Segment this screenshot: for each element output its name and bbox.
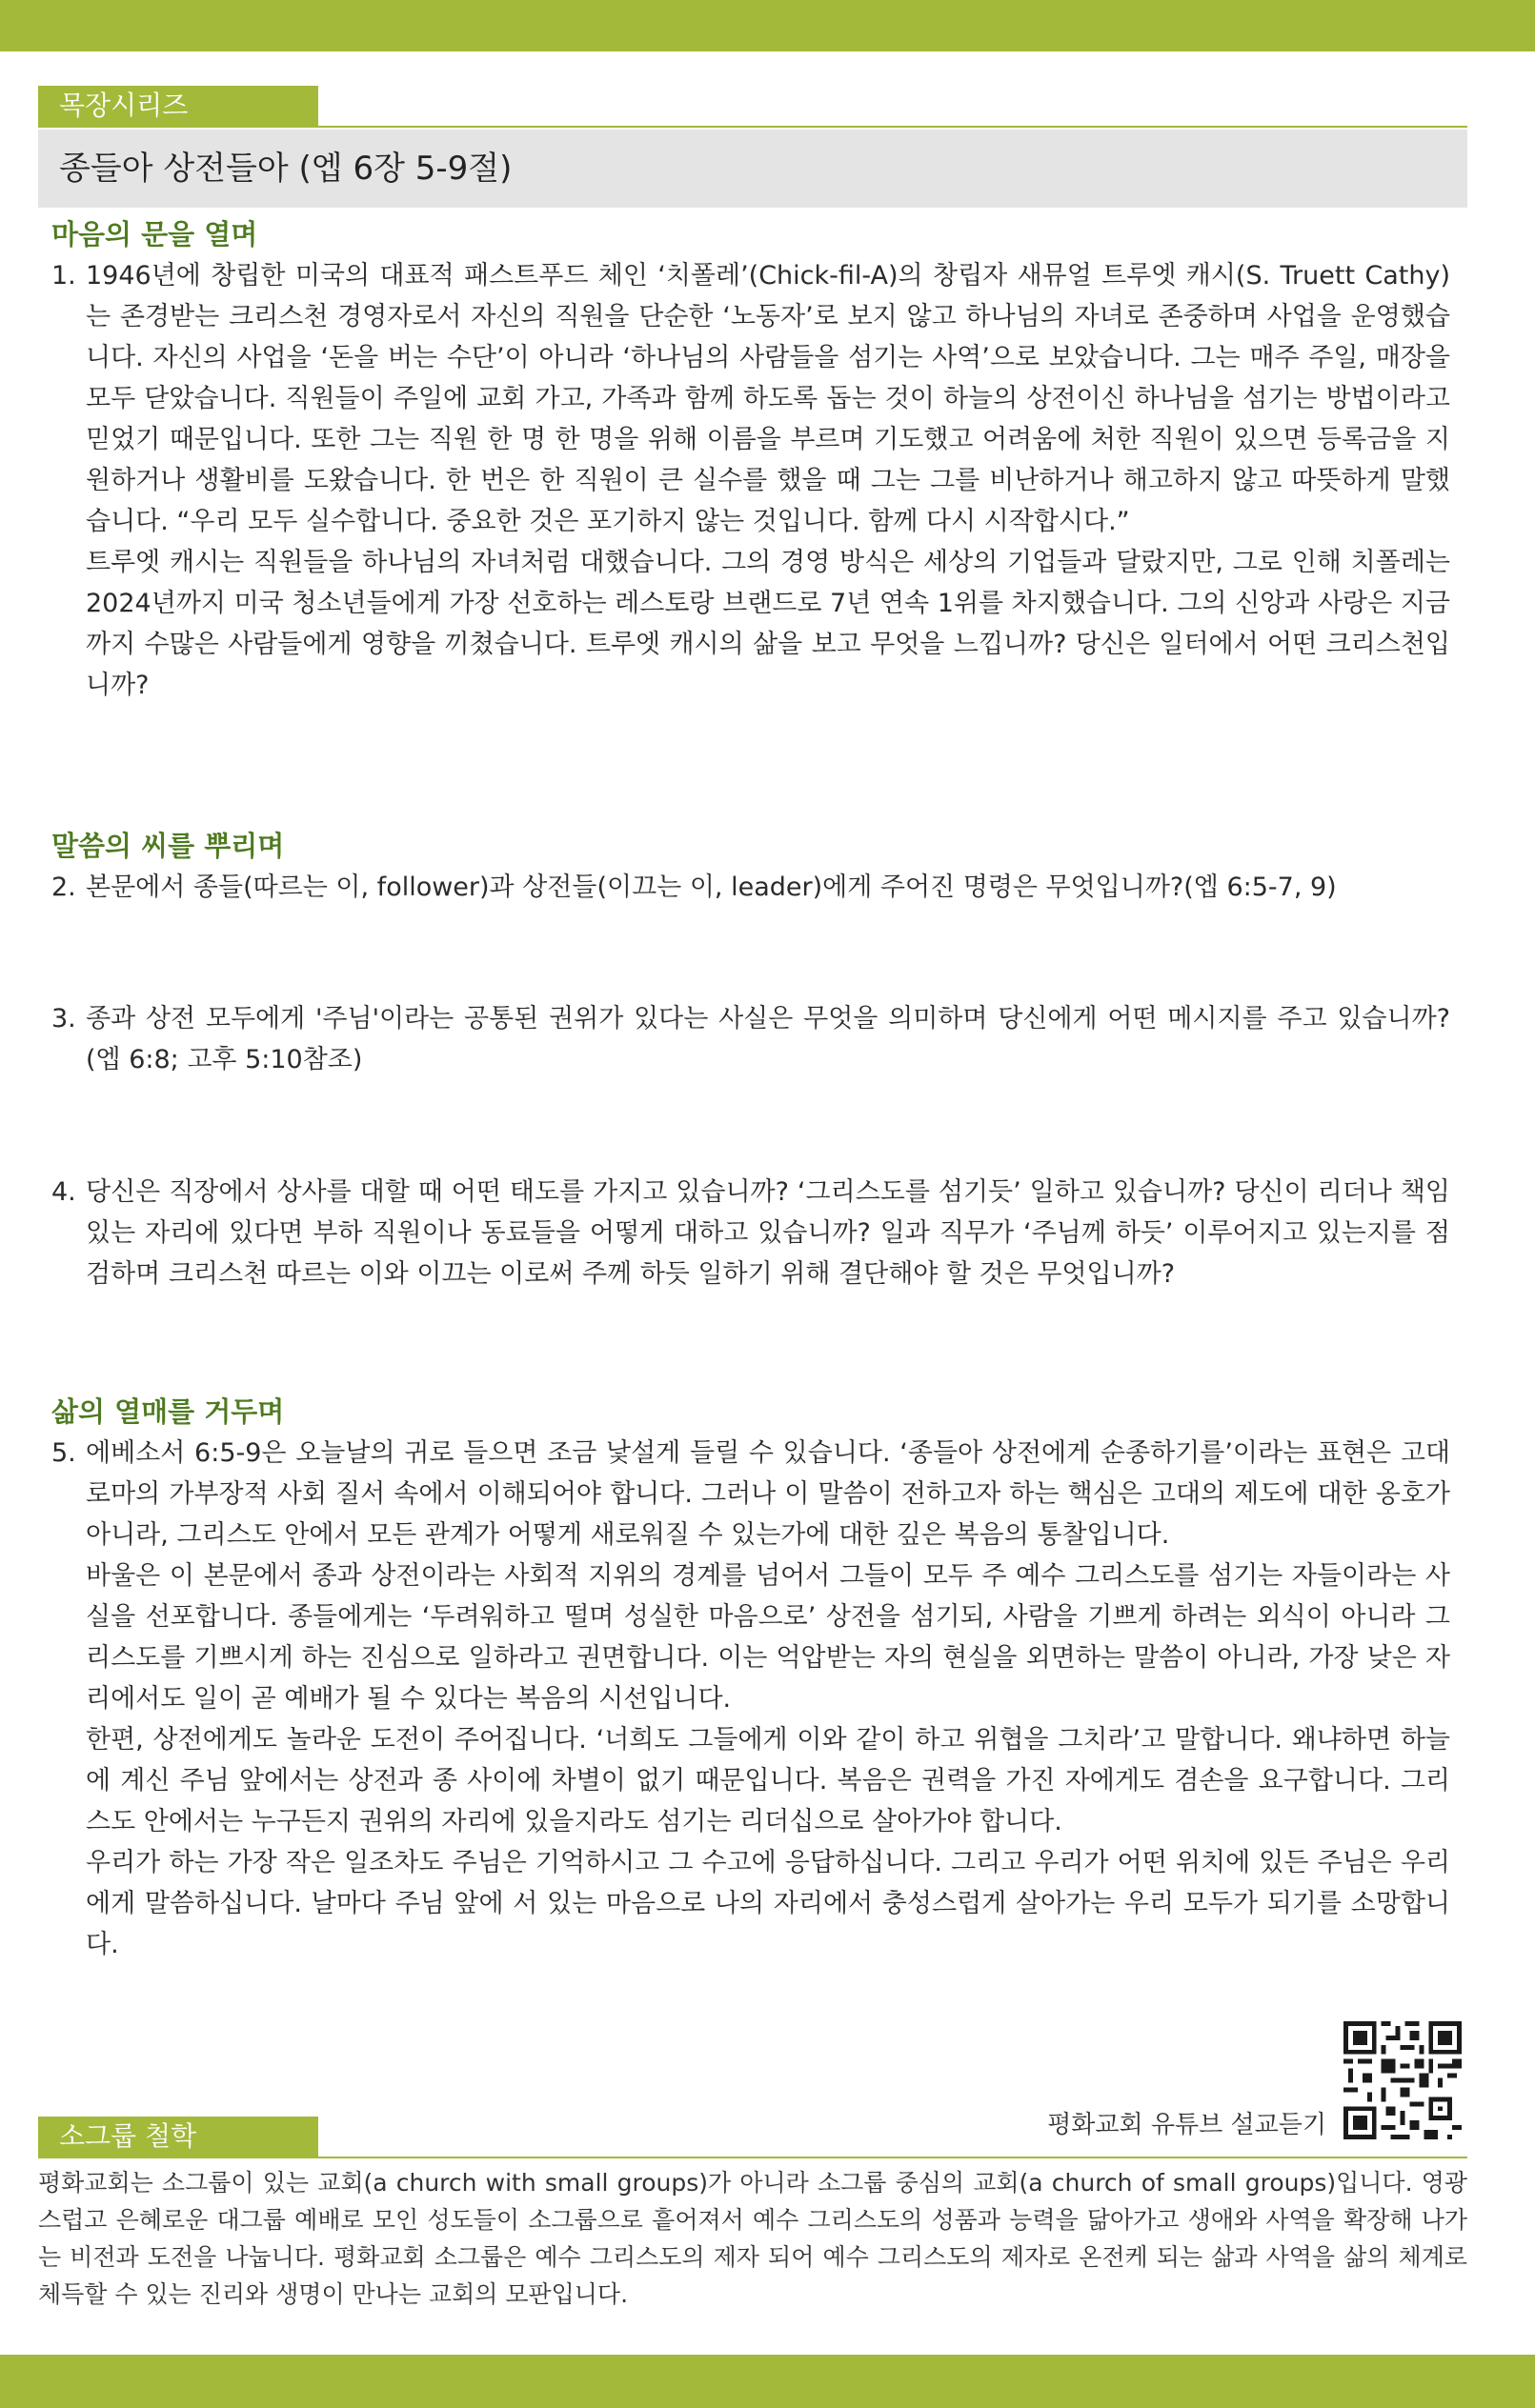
section-heading-sow-word: 말씀의 씨를 뿌리며 [51, 830, 285, 862]
question-2 [51, 867, 1450, 908]
qr-code-icon[interactable] [1343, 2021, 1462, 2139]
question-number: 5. [51, 1438, 76, 1468]
question-5-paragraph-2: 바울은 이 본문에서 종과 상전이라는 사회적 지위의 경계를 넘어서 그들이 모두 주 예수 그리스도를 섬기는 자들이라는 사실을 선포합니다. 종들에게는 ‘두려워하고 떨며 성실한 마음으로’ 상전을 섬기되, 사람을 기쁘게 하려는 외식이 아니라 그리스도를 기쁘시게 하는 진심으로 일하라고 권면합니다. 이는 억압받는 자의 현실을 외면하는 말씀이 아니라, 가장 낮은 자리에서도 일이 곧 예배가 될 수 있다는 복음의 시선입니다. [86, 1561, 1450, 1714]
philosophy-label: 소그룹 철학 [38, 2117, 318, 2157]
question-1-paragraph-2: 트루엣 캐시는 직원들을 하나님의 자녀처럼 대했습니다. 그의 경영 방식은 세상의 기업들과 달랐지만, 그로 인해 치폴레는 2024년까지 미국 청소년들에게 가장 선호하는 레스토랑 브랜드로 7년 연속 1위를 차지했습니다. 그의 신앙과 사랑은 지금까지 수많은 사람들에게 영향을 끼쳤습니다. 트루엣 캐시의 삶을 보고 무엇을 느낍니까? 당신은 일터에서 어떤 크리스천입니까? [86, 548, 1450, 700]
section-heading-open-heart: 마음의 문을 열며 [51, 218, 258, 251]
question-4 [51, 1172, 1450, 1294]
question-5-paragraph-1: 에베소서 6:5-9은 오늘날의 귀로 들으면 조금 낯설게 들릴 수 있습니다. ‘종들아 상전에게 순종하기를’이라는 표현은 고대 로마의 가부장적 사회 질서 속에서 이해되어야 합니다. 그러나 이 말씀이 전하고자 하는 핵심은 고대의 제도에 대한 옹호가 아니라, 그리스도 안에서 모든 관계가 어떻게 새로워질 수 있는가에 대한 깊은 복음의 통찰입니다. [86, 1438, 1450, 1550]
question-number: 2. [51, 873, 76, 902]
top-accent-band [0, 0, 1535, 51]
question-number: 1. [51, 261, 76, 291]
philosophy-text: 평화교회는 소그룹이 있는 교회(a church with small groups)가 아니라 소그룹 중심의 교회(a church of small groups)입니다. 영광스럽고 은혜로운 대그룹 예배로 모인 성도들이 소그룹으로 흩어져서 예수 그리스도의 성품과 능력을 닮아가고 생애와 사역을 확장해 나가는 비전과 도전을 나눕니다. 평화교회 소그룹은 예수 그리스도의 제자 되어 예수 그리스도의 제자로 온전케 되는 삶과 사역을 삶의 체계로 체득할 수 있는 진리와 생명이 만나는 교회의 모판입니다. [38, 2169, 1467, 2308]
series-label: 목장시리즈 [38, 86, 318, 126]
youtube-sermon-caption: 평화교회 유튜브 설교듣기 [1047, 2111, 1326, 2139]
question-1-paragraph-1: 1946년에 창립한 미국의 대표적 패스트푸드 체인 ‘치폴레’(Chick-fil-A)의 창립자 새뮤얼 트루엣 캐시(S. Truett Cathy)는 존경받는 크리스천 경영자로서 자신의 직원을 단순한 ‘노동자’로 보지 않고 하나님의 자녀로 존중하며 사업을 운영했습니다. 자신의 사업을 ‘돈을 버는 수단’이 아니라 ‘하나님의 사람들을 섬기는 사역’으로 보았습니다. 그는 매주 주일, 매장을 모두 닫았습니다. 직원들이 주일에 교회 가고, 가족과 함께 하도록 돕는 것이 하늘의 상전이신 하나님을 섬기는 방법이라고 믿었기 때문입니다. 또한 그는 직원 한 명 한 명을 위해 이름을 부르며 기도했고 어려움에 처한 직원이 있으면 등록금을 지원하거나 생활비를 도왔습니다. 한 번은 한 직원이 큰 실수를 했을 때 그는 그를 비난하거나 해고하지 않고 따뜻하게 말했습니다. “우리 모두 실수합니다. 중요한 것은 포기하지 않는 것입니다. 함께 다시 시작합시다.” [86, 261, 1450, 536]
question-5-paragraph-3: 한편, 상전에게도 놀라운 도전이 주어집니다. ‘너희도 그들에게 이와 같이 하고 위협을 그치라’고 말합니다. 왜냐하면 하늘에 계신 주님 앞에서는 상전과 종 사이에 차별이 없기 때문입니다. 복음은 권력을 가진 자에게도 겸손을 요구합니다. 그리스도 안에서는 누구든지 권위의 자리에 있을지라도 섬기는 리더십으로 살아가야 합니다. [86, 1725, 1450, 1836]
section-heading-harvest: 삶의 열매를 거두며 [51, 1395, 285, 1428]
philosophy-label-rule [38, 2157, 1467, 2158]
question-number: 4. [51, 1177, 76, 1207]
lesson-title: 종들아 상전들아 (엡 6장 5-9절) [38, 130, 1467, 208]
bottom-accent-band [0, 2355, 1535, 2408]
question-3 [51, 998, 1450, 1080]
question-2-text: 본문에서 종들(따르는 이, follower)과 상전들(이끄는 이, leader)에게 주어진 명령은 무엇입니까?(엡 6:5-7, 9) [86, 873, 1337, 902]
question-3-text: 종과 상전 모두에게 '주님'이라는 공통된 권위가 있다는 사실은 무엇을 의미하며 당신에게 어떤 메시지를 주고 있습니까? (엡 6:8; 고후 5:10참조) [86, 1004, 1450, 1074]
question-1 [51, 255, 1450, 706]
philosophy-text-block [38, 2164, 1467, 2313]
question-5 [51, 1433, 1450, 1965]
series-label-rule [38, 126, 1467, 128]
question-4-text: 당신은 직장에서 상사를 대할 때 어떤 태도를 가지고 있습니까? ‘그리스도를 섬기듯’ 일하고 있습니까? 당신이 리더나 책임 있는 자리에 있다면 부하 직원이나 동료들을 어떻게 대하고 있습니까? 일과 직무가 ‘주님께 하듯’ 이루어지고 있는지를 점검하며 크리스천 따르는 이와 이끄는 이로써 주께 하듯 일하기 위해 결단해야 할 것은 무엇입니까? [86, 1177, 1450, 1289]
question-5-paragraph-4: 우리가 하는 가장 작은 일조차도 주님은 기억하시고 그 수고에 응답하십니다. 그리고 우리가 어떤 위치에 있든 주님은 우리에게 말씀하십니다. 날마다 주님 앞에 서 있는 마음으로 나의 자리에서 충성스럽게 살아가는 우리 모두가 되기를 소망합니다. [86, 1848, 1450, 1959]
question-number: 3. [51, 1004, 76, 1033]
